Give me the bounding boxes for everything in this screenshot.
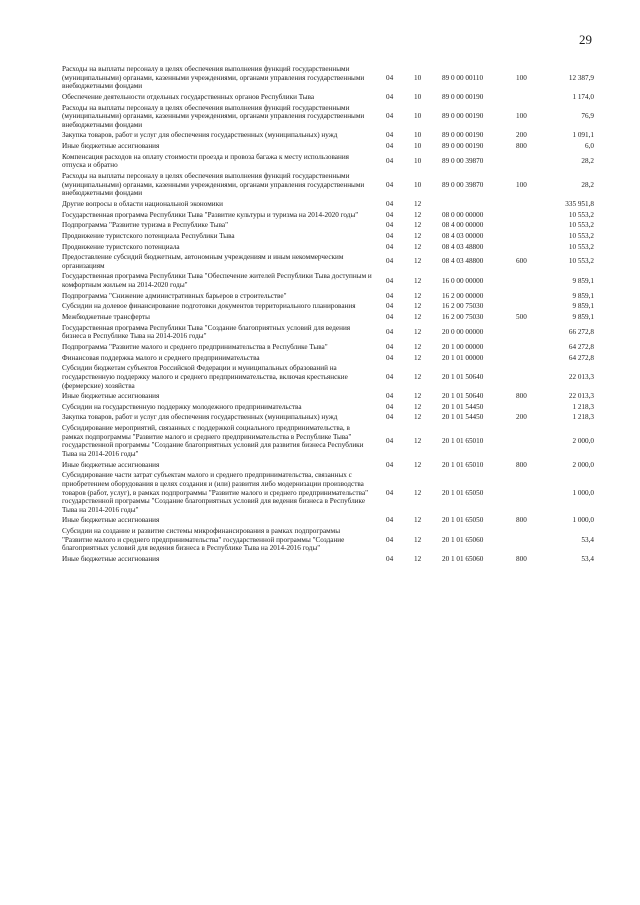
row-section: 04	[386, 327, 394, 336]
row-subsection: 10	[414, 112, 422, 121]
row-target-article: 20 1 01 50640	[442, 392, 484, 401]
row-target-article: 08 4 03 48800	[442, 257, 484, 266]
table-row	[62, 92, 594, 103]
row-name: Продвижение туристского потенциала	[62, 242, 180, 251]
row-section: 04	[386, 221, 394, 230]
row-amount: 1 000,0	[572, 516, 594, 525]
table-row	[62, 220, 594, 231]
row-amount: 53,4	[581, 535, 594, 544]
row-amount: 2 000,0	[572, 460, 594, 469]
row-target-article: 89 0 00 00190	[442, 112, 484, 121]
row-subsection: 12	[414, 242, 422, 251]
row-target-article: 89 0 00 00190	[442, 131, 484, 140]
row-expense-type	[512, 231, 544, 242]
row-target-article: 20 1 01 65050	[442, 488, 484, 497]
row-target-article: 20 1 01 00000	[442, 353, 484, 362]
row-target-article: 20 1 01 65060	[442, 555, 484, 564]
row-name: Подпрограмма "Развитие малого и среднего предпринимательства в Республике Тыва"	[62, 342, 328, 351]
row-section: 04	[386, 372, 394, 381]
page-number: 29	[579, 32, 592, 47]
row-subsection: 12	[414, 516, 422, 525]
row-section: 04	[386, 535, 394, 544]
row-section: 04	[386, 302, 394, 311]
row-expense-type	[512, 526, 544, 554]
row-expense-type: 600	[516, 257, 527, 266]
row-expense-type: 800	[516, 460, 527, 469]
row-target-article: 08 4 00 00000	[442, 221, 484, 230]
row-name: Субсидии на долевое финансирование подготовки документов территориального планирования	[62, 302, 356, 311]
row-name: Субсидии бюджетам субъектов Российской Федерации и муниципальных образований на государственную поддержку малого и среднего предпринимательства, включая крестьянские (фермерские) хозяйства	[62, 364, 348, 390]
row-subsection: 12	[414, 488, 422, 497]
row-amount: 64 272,8	[568, 353, 594, 362]
table-row	[62, 363, 594, 391]
row-subsection: 12	[414, 535, 422, 544]
row-subsection: 10	[414, 131, 422, 140]
row-name: Иные бюджетные ассигнования	[62, 142, 160, 151]
row-subsection: 12	[414, 372, 422, 381]
row-subsection: 10	[414, 92, 422, 101]
row-subsection: 12	[414, 392, 422, 401]
row-section: 04	[386, 413, 394, 422]
row-section: 04	[386, 142, 394, 151]
table-row	[62, 554, 594, 565]
table-row	[62, 323, 594, 342]
row-target-article: 20 1 01 65050	[442, 516, 484, 525]
row-expense-type: 200	[516, 131, 527, 140]
row-subsection: 12	[414, 302, 422, 311]
row-target-article: 08 0 00 00000	[442, 210, 484, 219]
row-section: 04	[386, 73, 394, 82]
row-target-article: 20 1 01 50640	[442, 372, 484, 381]
row-name: Субсидирование мероприятий, связанных с поддержкой социального предпринимательства, в рамках подпрограммы "Развитие малого и среднего предпринимательства в Республике Тыва" государственной программы "Создание благоприятных условий для развития бизнеса Республики Тыва на 2014-2016 годы"	[62, 424, 364, 458]
row-name: Иные бюджетные ассигнования	[62, 460, 160, 469]
row-target-article: 16 2 00 75030	[442, 302, 484, 311]
table-row	[62, 252, 594, 271]
row-subsection: 10	[414, 180, 422, 189]
row-subsection: 12	[414, 413, 422, 422]
row-section: 04	[386, 242, 394, 251]
row-amount: 76,9	[581, 112, 594, 121]
row-name: Расходы на выплаты персоналу в целях обеспечения выполнения функций государственными (муниципальными) органами, казенными учреждениями, органами управления государственными внебюджетными фондами	[62, 172, 365, 198]
row-expense-type	[512, 210, 544, 221]
row-name: Подпрограмма "Снижение административных барьеров в строительстве"	[62, 291, 287, 300]
row-target-article: 16 0 00 00000	[442, 276, 484, 285]
row-target-article	[436, 199, 512, 210]
row-expense-type	[512, 92, 544, 103]
row-amount: 22 013,3	[568, 372, 594, 381]
row-amount: 10 553,2	[568, 231, 594, 240]
row-amount: 9 859,1	[572, 313, 594, 322]
row-expense-type	[512, 323, 544, 342]
row-name: Субсидии на государственную поддержку молодежного предпринимательства	[62, 402, 302, 411]
row-section: 04	[386, 257, 394, 266]
row-section: 04	[386, 92, 394, 101]
row-name: Государственная программа Республики Тыва "Создание благоприятных условий для ведения бизнеса в Республике Тыва на 2014-2016 годы"	[62, 323, 351, 341]
table-row	[62, 460, 594, 471]
table-row	[62, 64, 594, 92]
row-target-article: 16 2 00 75030	[442, 313, 484, 322]
row-expense-type: 800	[516, 516, 527, 525]
row-expense-type	[512, 220, 544, 231]
table-row	[62, 141, 594, 152]
row-expense-type	[512, 402, 544, 413]
row-amount: 10 553,2	[568, 210, 594, 219]
table-row	[62, 152, 594, 171]
table-row	[62, 301, 594, 312]
row-expense-type: 200	[516, 413, 527, 422]
row-expense-type: 800	[516, 555, 527, 564]
row-subsection: 10	[414, 157, 422, 166]
row-target-article: 20 0 00 00000	[442, 327, 484, 336]
row-section: 04	[386, 437, 394, 446]
row-name: Закупка товаров, работ и услуг для обеспечения государственных (муниципальных) нужд	[62, 413, 338, 422]
row-section: 04	[386, 516, 394, 525]
row-subsection: 12	[414, 402, 422, 411]
row-target-article: 89 0 00 00110	[442, 73, 484, 82]
table-row	[62, 312, 594, 323]
row-name: Обеспечение деятельности отдельных государственных органов Республики Тыва	[62, 92, 315, 101]
row-amount: 64 272,8	[568, 342, 594, 351]
table-row	[62, 231, 594, 242]
row-expense-type	[512, 423, 544, 460]
row-section: 04	[386, 291, 394, 300]
row-subsection: 12	[414, 199, 422, 208]
row-target-article: 89 0 00 39870	[442, 157, 484, 166]
row-amount: 1 091,1	[572, 131, 594, 140]
row-amount: 10 553,2	[568, 257, 594, 266]
row-expense-type: 500	[516, 313, 527, 322]
row-expense-type: 800	[516, 392, 527, 401]
row-name: Компенсация расходов на оплату стоимости проезда и провоза багажа к месту использования отпуска и обратно	[62, 152, 349, 170]
row-section: 04	[386, 180, 394, 189]
table-body	[62, 64, 594, 565]
row-expense-type	[512, 271, 544, 290]
table-row	[62, 402, 594, 413]
table-row	[62, 199, 594, 210]
row-expense-type	[512, 242, 544, 253]
row-amount: 9 859,1	[572, 302, 594, 311]
row-section: 04	[386, 112, 394, 121]
table-row	[62, 526, 594, 554]
row-amount: 9 859,1	[572, 276, 594, 285]
row-section: 04	[386, 342, 394, 351]
row-amount: 28,2	[581, 157, 594, 166]
table-row	[62, 171, 594, 199]
row-expense-type: 100	[516, 180, 527, 189]
budget-table	[62, 64, 594, 565]
table-row	[62, 271, 594, 290]
row-subsection: 12	[414, 555, 422, 564]
row-subsection: 12	[414, 231, 422, 240]
row-section: 04	[386, 231, 394, 240]
row-target-article: 08 4 03 48800	[442, 242, 484, 251]
table-row	[62, 353, 594, 364]
row-amount: 28,2	[581, 180, 594, 189]
row-name: Субсидии на создание и развитие системы микрофинансирования в рамках подпрограммы "Развитие малого и среднего предпринимательства" государственной программы "Создание благоприятных условий для ведения бизнеса в Республике Тыва на 2014-2016 годы"	[62, 527, 345, 553]
table-row	[62, 291, 594, 302]
row-amount: 1 218,3	[572, 402, 594, 411]
table-row	[62, 423, 594, 460]
row-subsection: 12	[414, 460, 422, 469]
row-target-article: 20 1 00 00000	[442, 342, 484, 351]
row-section: 04	[386, 353, 394, 362]
row-name: Иные бюджетные ассигнования	[62, 555, 160, 564]
row-name: Расходы на выплаты персоналу в целях обеспечения выполнения функций государственными (муниципальными) органами, казенными учреждениями, органами управления государственными внебюджетными фондами	[62, 65, 365, 91]
row-subsection: 12	[414, 327, 422, 336]
row-section: 04	[386, 488, 394, 497]
row-amount: 10 553,2	[568, 221, 594, 230]
row-target-article: 89 0 00 39870	[442, 180, 484, 189]
row-subsection: 12	[414, 313, 422, 322]
row-amount: 53,4	[581, 555, 594, 564]
row-subsection: 12	[414, 257, 422, 266]
row-subsection: 12	[414, 353, 422, 362]
row-section: 04	[386, 392, 394, 401]
row-amount: 66 272,8	[568, 327, 594, 336]
row-subsection: 12	[414, 291, 422, 300]
row-section: 04	[386, 199, 394, 208]
row-amount: 335 951,8	[565, 199, 594, 208]
row-expense-type: 100	[516, 73, 527, 82]
table-row	[62, 130, 594, 141]
row-section: 04	[386, 313, 394, 322]
row-amount: 10 553,2	[568, 242, 594, 251]
row-expense-type	[512, 470, 544, 515]
row-target-article: 16 2 00 00000	[442, 291, 484, 300]
row-expense-type: 100	[516, 112, 527, 121]
row-expense-type	[512, 342, 544, 353]
row-name: Расходы на выплаты персоналу в целях обеспечения выполнения функций государственными (муниципальными) органами, казенными учреждениями, органами управления государственными внебюджетными фондами	[62, 103, 365, 129]
table-row	[62, 515, 594, 526]
row-name: Финансовая поддержка малого и среднего предпринимательства	[62, 353, 260, 362]
row-section: 04	[386, 276, 394, 285]
row-target-article: 08 4 03 00000	[442, 231, 484, 240]
table-row	[62, 210, 594, 221]
row-expense-type: 800	[516, 142, 527, 151]
row-section: 04	[386, 210, 394, 219]
row-section: 04	[386, 157, 394, 166]
row-target-article: 89 0 00 00190	[442, 142, 484, 151]
row-target-article: 89 0 00 00190	[442, 92, 484, 101]
row-name: Подпрограмма "Развитие туризма в Республике Тыва"	[62, 221, 229, 230]
row-name: Иные бюджетные ассигнования	[62, 392, 160, 401]
row-expense-type	[512, 363, 544, 391]
row-amount: 12 387,9	[568, 73, 594, 82]
row-subsection: 12	[414, 210, 422, 219]
row-amount: 1 000,0	[572, 488, 594, 497]
table-row	[62, 412, 594, 423]
row-target-article: 20 1 01 65010	[442, 460, 484, 469]
row-subsection: 12	[414, 437, 422, 446]
row-section: 04	[386, 555, 394, 564]
row-expense-type	[512, 199, 544, 210]
row-amount: 1 174,0	[572, 92, 594, 101]
row-name: Закупка товаров, работ и услуг для обеспечения государственных (муниципальных) нужд	[62, 131, 338, 140]
row-subsection: 10	[414, 142, 422, 151]
row-amount: 6,0	[585, 142, 594, 151]
row-name: Иные бюджетные ассигнования	[62, 516, 160, 525]
row-section: 04	[386, 131, 394, 140]
table-row	[62, 342, 594, 353]
table-row	[62, 103, 594, 131]
row-name: Субсидирование части затрат субъектам малого и среднего предпринимательства, связанных с приобретением оборудования в целях создания и (или) развития либо модернизации производства товаров (работ, услуг), в рамках подпрограммы "Развитие малого и среднего предпринимательства" государственной программы "Создание благоприятных условий для ведения бизнеса в Республике Тыва на 2014-2016 годы"	[62, 471, 369, 514]
row-expense-type	[512, 353, 544, 364]
row-target-article: 20 1 01 65060	[442, 535, 484, 544]
row-name: Предоставление субсидий бюджетным, автономным учреждениям и иным некоммерческим организациям	[62, 253, 344, 270]
table-row	[62, 242, 594, 253]
row-subsection: 12	[414, 342, 422, 351]
row-name: Государственная программа Республики Тыва "Обеспечение жителей Республики Тыва доступным и комфортным жильем на 2014-2020 годы"	[62, 272, 372, 290]
table-row	[62, 391, 594, 402]
row-subsection: 12	[414, 221, 422, 230]
row-section: 04	[386, 460, 394, 469]
row-expense-type	[512, 301, 544, 312]
row-amount: 9 859,1	[572, 291, 594, 300]
row-subsection: 12	[414, 276, 422, 285]
row-expense-type	[512, 152, 544, 171]
table-row	[62, 470, 594, 515]
row-section: 04	[386, 402, 394, 411]
row-target-article: 20 1 01 65010	[442, 437, 484, 446]
row-name: Межбюджетные трансферты	[62, 313, 150, 322]
row-name: Продвижение туристского потенциала Республики Тыва	[62, 231, 235, 240]
row-expense-type	[512, 291, 544, 302]
row-name: Другие вопросы в области национальной экономики	[62, 199, 223, 208]
row-amount: 2 000,0	[572, 437, 594, 446]
row-amount: 1 218,3	[572, 413, 594, 422]
row-target-article: 20 1 01 54450	[442, 402, 484, 411]
row-subsection: 10	[414, 73, 422, 82]
row-amount: 22 013,3	[568, 392, 594, 401]
row-target-article: 20 1 01 54450	[442, 413, 484, 422]
row-name: Государственная программа Республики Тыва "Развитие культуры и туризма на 2014-2020 годы"	[62, 210, 359, 219]
